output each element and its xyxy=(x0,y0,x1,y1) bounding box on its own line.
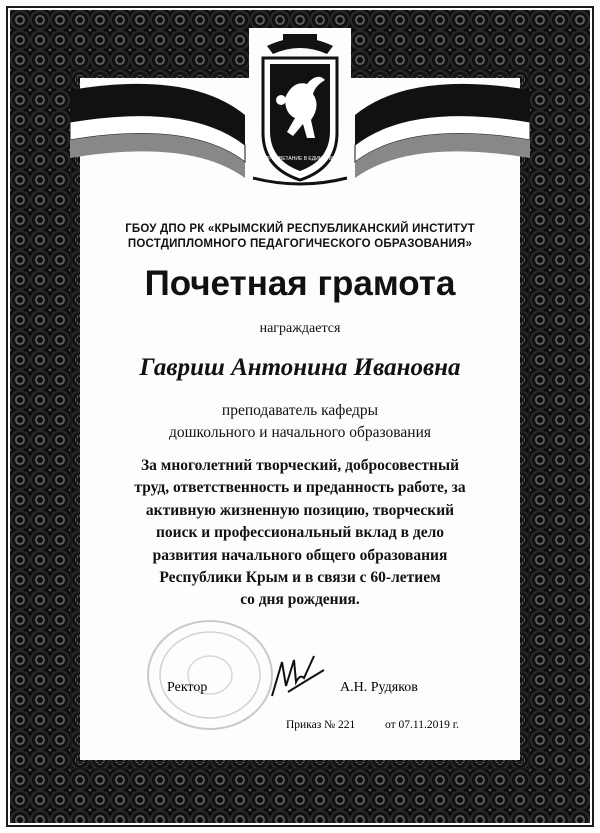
recipient-position xyxy=(80,400,520,444)
organization-name xyxy=(80,222,520,252)
reason-line: развития начального общего образования xyxy=(152,546,448,564)
organization-line-2: ПОСТДИПЛОМНОГО ПЕДАГОГИЧЕСКОГО ОБРАЗОВАНИЯ» xyxy=(127,238,473,250)
award-reason xyxy=(90,455,510,612)
signature-title: Ректор xyxy=(167,680,208,695)
position-line-2: дошкольного и начального образования xyxy=(168,424,432,441)
reason-line: За многолетний творческий, добросовестный xyxy=(140,457,460,474)
signer-name: А.Н. Рудяков xyxy=(340,680,418,695)
certificate-title: Почетная грамота xyxy=(144,264,456,303)
official-seal-icon xyxy=(140,615,280,735)
order-number: Приказ № 221 xyxy=(286,719,356,731)
order-date: от 07.11.2019 г. xyxy=(385,719,459,731)
reason-line: труд, ответственность и преданность работе, за xyxy=(134,479,466,497)
crimea-coat-of-arms-icon xyxy=(245,28,355,188)
organization-line-1: ГБОУ ДПО РК «КРЫМСКИЙ РЕСПУБЛИКАНСКИЙ ИНСТИТУТ xyxy=(125,223,475,235)
reason-line: со дня рождения. xyxy=(240,591,360,609)
awarded-label: награждается xyxy=(259,321,341,336)
reason-line: активную жизненную позицию, творческий xyxy=(145,501,455,519)
reason-line: Республики Крым и в связи с 60-летием xyxy=(159,569,441,587)
emblem-motto: ПРОЦВЕТАНИЕ В ЕДИНСТВЕ xyxy=(264,156,336,162)
reason-line: поиск и профессиональный вклад в дело xyxy=(155,524,445,542)
position-line-1: преподаватель кафедры xyxy=(221,402,379,419)
handwritten-signature-icon xyxy=(268,652,328,702)
recipient-name: Гавриш Антонина Ивановна xyxy=(139,354,461,381)
